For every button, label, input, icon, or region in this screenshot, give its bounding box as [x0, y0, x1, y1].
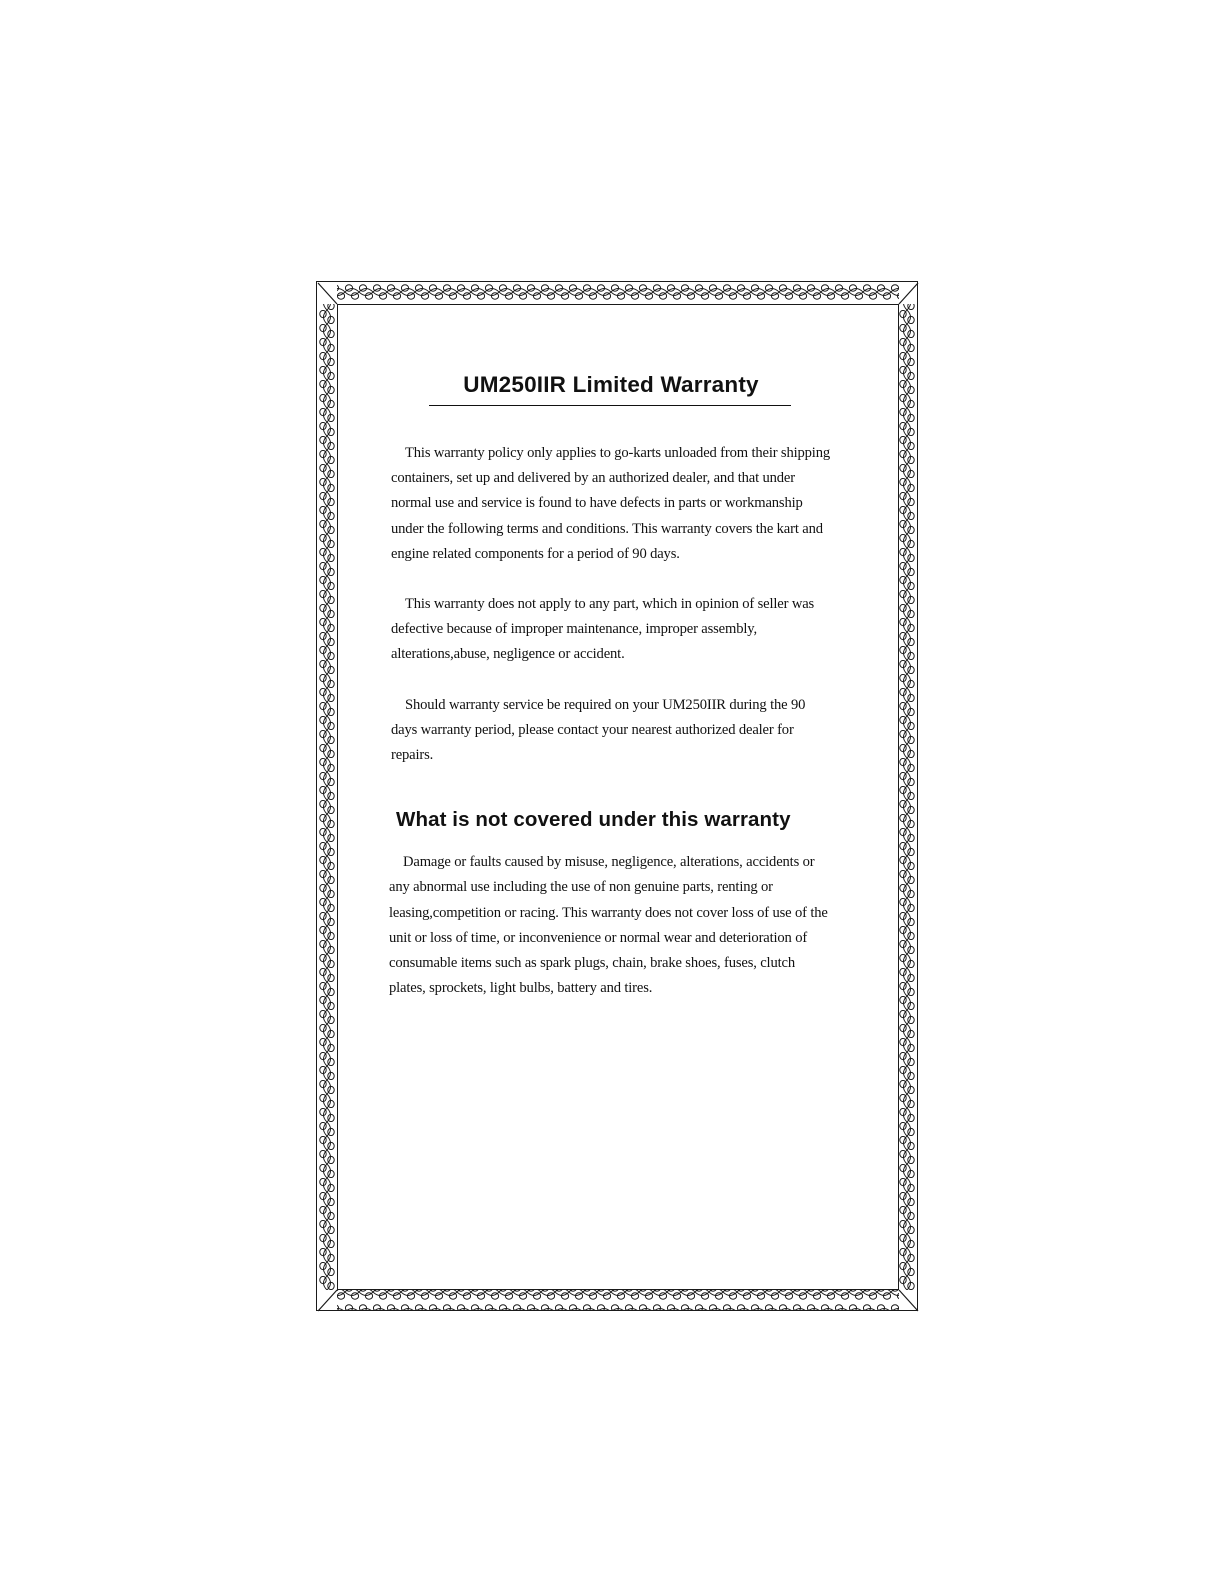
exclusion-paragraph: This warranty does not apply to any part, which in opinion of seller was defective because of improper maintenance, improper assembly, alterations,abuse, negligence or accident. — [391, 596, 815, 663]
warranty-content — [391, 372, 831, 1001]
title-underline — [429, 405, 791, 406]
ornamental-border-frame — [316, 281, 918, 1311]
page-title: UM250IIR Limited Warranty — [463, 372, 759, 397]
service-contact-paragraph: Should warranty service be required on your UM250IIR during the 90 days warranty period, please contact your nearest authorized dealer for repairs. — [391, 696, 806, 764]
warranty-policy-paragraph: This warranty policy only applies to go-karts unloaded from their shipping containers, set up and delivered by an authorized dealer, and that under normal use and service is found to have defects in parts or workmanship under the following terms and conditions. This warranty covers the kart and engine related components for a period of 90 days. — [391, 445, 831, 562]
not-covered-paragraph: Damage or faults caused by misuse, negligence, alterations, accidents or any abnormal use including the use of non genuine parts, renting or leasing,competition or racing. This warranty does not cover loss of use of the unit or loss of time, or inconvenience or normal wear and deterioration of consumable items such as spark plugs, chain, brake shoes, fuses, clutch plates, sprockets, light bulbs, battery and tires. — [389, 854, 828, 997]
not-covered-heading: What is not covered under this warranty — [396, 808, 791, 832]
